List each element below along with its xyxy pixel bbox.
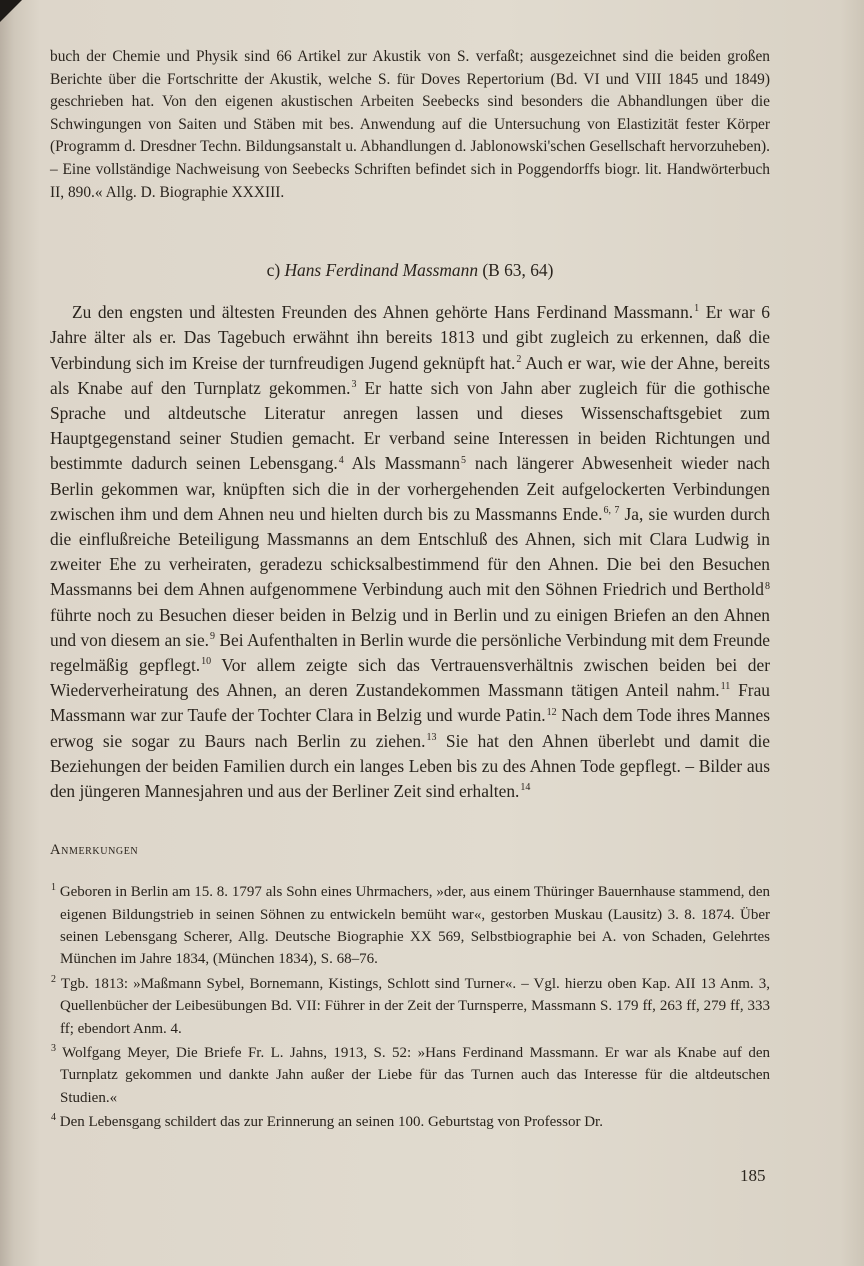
body-text-run: Frau Massmann war zur Taufe der Tochter Clara in Belzig und wurde Patin. [50, 680, 770, 726]
body-text-run: Zu den engsten und ältesten Freunden des Ahnen gehörte Hans Ferdinand Massmann. [72, 302, 694, 323]
footnote-text: Geboren in Berlin am 15. 8. 1797 als Sohn eines Uhrmachers, »der, aus einem Thüringer Bauernhause stammend, den eigenen Bildungstrieb in seinen Söhnen zu entwickeln bemüht war«, gestorben Muskau (Lausitz) 3. 8. 1874. Über seinen Lebensgang Scherer, Allg. Deutsche Biographie XX 569, Selbstbiographie bei A. von Schaden, Gelehrtes München im Jahre 1834, (München 1834), S. 68–76. [56, 884, 770, 968]
footnote-text: Tgb. 1813: »Maßmann Sybel, Bornemann, Kistings, Schlott sind Turner«. – Vgl. hierzu oben Kap. AII 13 Anm. 3, Quellenbücher der Leibesübungen Bd. VII: Führer in der Zeit der Turnsperre, Massmann S. 179 ff, 263 ff, 279 ff, 333 ff; ebendort Anm. 4. [56, 975, 770, 1037]
intro-paragraph: buch der Chemie und Physik sind 66 Artikel zur Akustik von S. verfaßt; ausgezeichnet sind die beiden großen Berichte über die Fortschritte der Akustik, welche S. für Doves Repertorium (Bd. VI und VIII 1845 und 1849) geschrieben hat. Von den eigenen akustischen Arbeiten Seebecks sind besonders die Abhandlungen über die Schwingungen von Saiten und Stäben mit bes. Anwendung auf die Untersuchung von Elastizität fester Körper (Programm d. Dresdner Techn. Bildungsanstalt u. Abhandlungen d. Jablonowski'schen Gesellschaft hervorzuheben). – Eine vollständige Nachweisung von Seebecks Schriften befindet sich in Poggendorffs biogr. lit. Handwörterbuch II, 890.« Allg. D. Biographie XXXIII. [50, 48, 770, 201]
footnote-number: 1 [51, 882, 56, 894]
notes-list [50, 881, 770, 1133]
body-text-run: Als Massmann [343, 453, 461, 474]
footnote-ref: 10 [201, 656, 212, 668]
footnote-ref: 4 [338, 454, 344, 466]
footnote-ref: 3 [351, 378, 357, 390]
body-text-run: Sie hat den Ahnen überlebt und damit die Beziehungen der beiden Familien durch ein langes Leben bis zu des Ahnen Tode gepflegt. – Bilder aus den jüngeren Mannesjahren und aus der Berliner Zeit sind erhalten. [50, 730, 770, 802]
body-text-run: Vor allem zeigte sich das Vertrauensverhältnis zwischen beiden bei der Wiederverheiratung des Ahnen, an deren Zustandekommen Massmann tätigen Anteil nahm. [50, 655, 770, 701]
footnote-ref: 13 [426, 731, 437, 743]
footnote-ref: 1 [694, 303, 700, 315]
heading-suffix: (B 63, 64) [478, 260, 554, 281]
body-text-run: Ja, sie wurden durch die einflußreiche Beteiligung Massmanns an dem Entschluß des Ahnen, sich mit Clara Ludwig in zweiter Ehe zu verheiraten, geradezu schicksalbestimmend für den Ahnen. Die bei den Besuchen Massmanns bei dem Ahnen aufgenommene Verbindung auch mit den Söhnen Friedrich und Berthold [50, 503, 771, 600]
section-heading [50, 258, 770, 282]
footnote-item [50, 973, 770, 1040]
body-text-run: Er hatte sich von Jahn aber zugleich für die gothische Sprache und altdeutsche Literatur anregen lassen und dieses Wissenschaftsgebiet zum Hauptgegenstand seiner Studien gemacht. Er verband seine Interessen in beiden Richtungen und bestimmte dadurch seinen Lebensgang. [50, 377, 770, 474]
text-block [50, 46, 770, 1134]
footnote-ref: 9 [210, 631, 216, 642]
footnote-number: 4 [51, 1112, 56, 1124]
page-number: 185 [740, 1166, 766, 1185]
page-corner-shadow [0, 0, 22, 22]
footnote-text: Den Lebensgang schildert das zur Erinnerung an seinen 100. Geburtstag von Professor Dr. [56, 1114, 603, 1131]
footnote-ref: 11 [720, 681, 731, 693]
footnote-number: 2 [51, 973, 56, 985]
footnote-item [50, 1111, 770, 1133]
footnote-ref: 5 [461, 454, 467, 466]
footnote-ref: 8 [765, 580, 770, 592]
notes-heading: Anmerkungen [50, 842, 139, 859]
body-text-run: Er war 6 Jahre älter als er. Das Tagebuch erwähnt ihn bereits 1813 und gibt zugleich zu erkennen, daß die Verbindung sich im Kreise der turnfreudigen Jugend geknüpft hat. [50, 302, 770, 373]
footnote-item [50, 1042, 770, 1109]
body-text-run: Nach dem Tode ihres Mannes erwog sie sogar zu Baurs nach Berlin zu ziehen. [50, 705, 770, 751]
body-text-run: Bei Aufenthalten in Berlin wurde die persönliche Verbindung mit dem Freunde regelmäßig gepflegt. [50, 629, 770, 675]
footnote-ref: 12 [546, 706, 557, 718]
footnote-ref: 2 [516, 353, 522, 365]
body-text-run: Auch er war, wie der Ahne, bereits als Knabe auf den Turnplatz gekommen. [50, 352, 770, 398]
footnote-text: Wolfgang Meyer, Die Briefe Fr. L. Jahns, 1913, S. 52: »Hans Ferdinand Massmann. Er war als Knabe auf den Turnplatz gekommen und dankte Jahn außer der Liebe für das Turnen auch das Interesse für die altdeutschen Studien.« [56, 1045, 770, 1106]
heading-prefix: c) [266, 260, 285, 281]
heading-name: Hans Ferdinand Massmann [284, 260, 479, 281]
body-paragraph [50, 300, 770, 804]
body-text-run: führte noch zu Besuchen dieser beiden in Belzig und in Berlin und zu einigen Briefen an den Ahnen und von diesem an sie. [50, 604, 770, 650]
footnote-number: 3 [51, 1043, 56, 1055]
footnote-item [50, 881, 770, 971]
body-text-run: nach längerer Abwesenheit wieder nach Berlin gekommen war, knüpften sich die in der vorhergehenden Zeit aufgelockerten Verbindungen zwischen ihm und dem Ahnen neu und hielten durch bis zu Massmanns Ende. [50, 453, 770, 524]
footnote-ref: 6, 7 [603, 504, 620, 516]
footnote-ref: 14 [520, 782, 531, 794]
